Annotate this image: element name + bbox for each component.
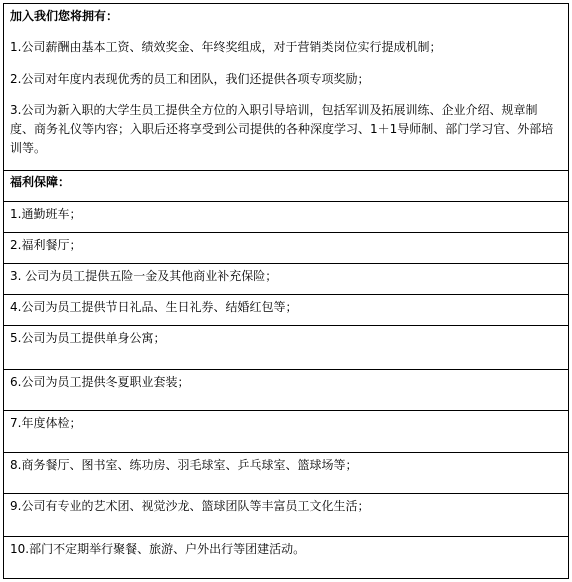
table-row <box>4 493 568 536</box>
benefits-table <box>3 3 569 579</box>
join-item-1: 1.公司薪酬由基本工资、绩效奖金、年终奖组成，对于营销类岗位实行提成机制； <box>10 40 442 54</box>
table-row <box>4 452 568 493</box>
table-row <box>4 201 568 232</box>
table-row <box>4 232 568 263</box>
welfare-item: 2.福利餐厅； <box>10 238 82 252</box>
join-section <box>4 4 568 170</box>
welfare-item: 4.公司为员工提供节日礼品、生日礼券、结婚红包等； <box>10 300 298 314</box>
welfare-item: 10.部门不定期举行聚餐、旅游、户外出行等团建活动。 <box>10 542 306 556</box>
welfare-item: 3. 公司为员工提供五险一金及其他商业补充保险； <box>10 269 278 283</box>
welfare-item: 8.商务餐厅、图书室、练功房、羽毛球室、乒乓球室、篮球场等； <box>10 458 358 472</box>
welfare-item: 5.公司为员工提供单身公寓； <box>10 331 166 345</box>
table-row <box>4 536 568 579</box>
join-item-2: 2.公司对年度内表现优秀的员工和团队，我们还提供各项专项奖励； <box>10 72 370 86</box>
table-row <box>4 410 568 452</box>
join-heading: 加入我们您将拥有： <box>10 9 119 23</box>
welfare-item: 1.通勤班车； <box>10 207 82 221</box>
table-row <box>4 369 568 410</box>
welfare-item: 9.公司有专业的艺术团、视觉沙龙、篮球团队等丰富员工文化生活； <box>10 499 370 513</box>
welfare-heading-row <box>4 170 568 201</box>
table-row <box>4 325 568 369</box>
table-row <box>4 294 568 325</box>
welfare-heading: 福利保障： <box>10 175 71 189</box>
join-item-3: 3.公司为新入职的大学生员工提供全方位的入职引导培训，包括军训及拓展训练、企业介绍、规章制度、商务礼仪等内容；入职后还将享受到公司提供的各种深度学习、1＋1导师制、部门学习官、外部培训等。 <box>10 103 554 155</box>
welfare-item: 7.年度体检； <box>10 416 82 430</box>
welfare-item: 6.公司为员工提供冬夏职业套装； <box>10 375 190 389</box>
table-row <box>4 263 568 294</box>
